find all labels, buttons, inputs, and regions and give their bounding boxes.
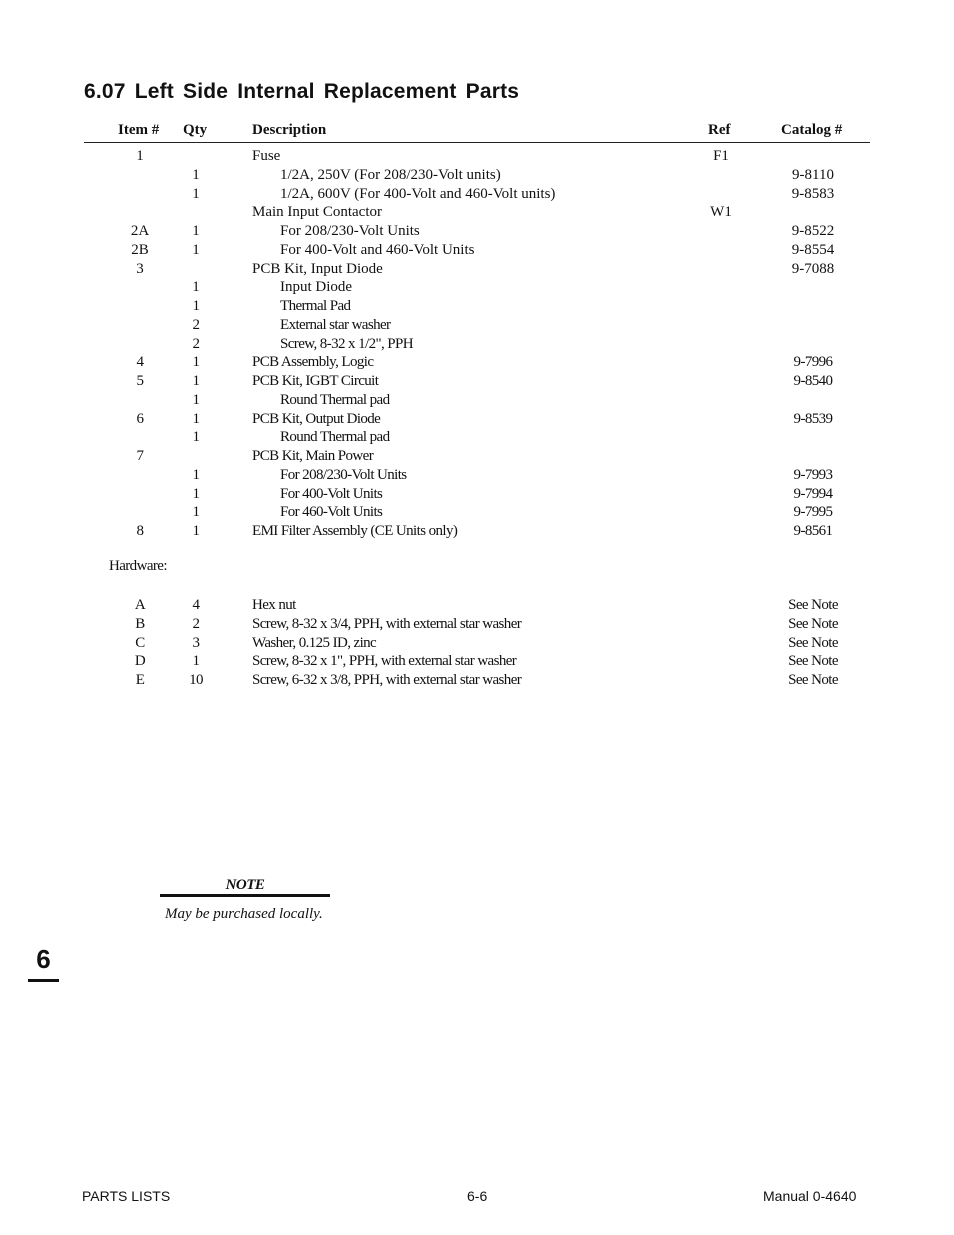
quantity: 3 xyxy=(192,634,200,651)
table-row xyxy=(0,335,954,354)
section-number: 6 xyxy=(36,944,51,974)
catalog-number: 9-8554 xyxy=(791,241,835,258)
quantity: 1 xyxy=(192,166,200,183)
catalog-number: 9-8539 xyxy=(793,410,833,427)
header-catalog: Catalog # xyxy=(781,122,843,138)
table-row xyxy=(0,391,954,410)
description: For 400-Volt and 460-Volt Units xyxy=(280,241,475,258)
table-row xyxy=(0,503,954,522)
hardware-label: Hardware: xyxy=(109,558,167,574)
item-number: D xyxy=(134,653,146,670)
table-row xyxy=(0,316,954,335)
item-number: 4 xyxy=(136,354,144,371)
description: For 208/230-Volt Units xyxy=(280,466,407,483)
quantity: 1 xyxy=(192,354,200,371)
description: PCB Kit, Input Diode xyxy=(252,260,383,277)
table-row xyxy=(0,222,954,241)
quantity: 1 xyxy=(192,185,200,202)
quantity: 2 xyxy=(192,316,200,333)
catalog-number: See Note xyxy=(788,672,838,688)
quantity: 1 xyxy=(192,466,200,483)
description: 1/2A, 600V (For 400-Volt and 460-Volt units) xyxy=(280,185,556,202)
hardware-row xyxy=(0,652,954,671)
table-row xyxy=(0,203,954,222)
description: Round Thermal pad xyxy=(280,391,390,408)
quantity: 1 xyxy=(192,653,200,670)
page-title: 6.07 Left Side Internal Replacement Parts xyxy=(84,80,520,103)
item-number: E xyxy=(135,672,145,688)
table-row xyxy=(0,447,954,466)
description: PCB Kit, Output Diode xyxy=(252,410,381,427)
note-title: NOTE xyxy=(225,877,265,893)
item-number: 5 xyxy=(136,373,144,389)
description: For 460-Volt Units xyxy=(280,504,383,521)
table-row xyxy=(0,241,954,260)
description: 1/2A, 250V (For 208/230-Volt units) xyxy=(280,166,501,183)
description: Input Diode xyxy=(280,279,353,296)
quantity: 1 xyxy=(192,410,200,427)
description: Main Input Contactor xyxy=(252,204,382,221)
reference: F1 xyxy=(713,148,729,164)
item-number: A xyxy=(134,597,146,613)
table-row xyxy=(0,522,954,541)
catalog-number: 9-7996 xyxy=(793,354,833,371)
table-row xyxy=(0,428,954,447)
hardware-row xyxy=(0,596,954,615)
catalog-number: 9-8522 xyxy=(791,223,835,239)
note-text: May be purchased locally. xyxy=(165,906,323,922)
description: Round Thermal pad xyxy=(280,429,390,446)
catalog-number: See Note xyxy=(788,653,838,670)
reference: W1 xyxy=(710,204,732,221)
quantity: 10 xyxy=(189,672,203,688)
quantity: 2 xyxy=(192,615,200,632)
catalog-number: 9-8110 xyxy=(792,166,834,183)
item-number: 7 xyxy=(136,448,144,464)
catalog-number: 9-7993 xyxy=(793,466,833,483)
header-qty: Qty xyxy=(183,122,208,138)
quantity: 4 xyxy=(192,597,200,613)
item-number: 2B xyxy=(131,241,149,258)
quantity: 1 xyxy=(192,391,200,408)
catalog-number: 9-8583 xyxy=(791,185,835,202)
quantity: 1 xyxy=(192,279,200,296)
catalog-number: See Note xyxy=(788,597,838,613)
footer-manual-number: Manual 0-4640 xyxy=(763,1188,857,1204)
quantity: 2 xyxy=(192,335,200,352)
table-row xyxy=(0,260,954,279)
hardware-row xyxy=(0,615,954,634)
quantity: 1 xyxy=(192,523,200,539)
table-row xyxy=(0,466,954,485)
quantity: 1 xyxy=(192,485,200,502)
table-row xyxy=(0,485,954,504)
description: Screw, 8-32 x 1", PPH, with external star washer xyxy=(252,653,517,670)
table-row xyxy=(0,278,954,297)
quantity: 1 xyxy=(192,373,200,389)
quantity: 1 xyxy=(192,429,200,446)
header-description: Description xyxy=(252,122,327,138)
description: PCB Kit, Main Power xyxy=(252,448,374,464)
item-number: 6 xyxy=(136,410,144,427)
description: Screw, 6-32 x 3/8, PPH, with external star washer xyxy=(252,672,522,688)
quantity: 1 xyxy=(192,241,200,258)
table-row xyxy=(0,410,954,429)
footer-page-number: 6-6 xyxy=(467,1188,488,1204)
description: PCB Kit, IGBT Circuit xyxy=(252,373,379,389)
header-ref: Ref xyxy=(708,122,731,138)
quantity: 1 xyxy=(192,223,200,239)
item-number: 8 xyxy=(136,523,144,539)
hardware-row xyxy=(0,671,954,690)
table-row xyxy=(0,185,954,204)
item-number: 1 xyxy=(136,148,144,164)
quantity: 1 xyxy=(192,504,200,521)
table-row xyxy=(0,166,954,185)
description: Fuse xyxy=(252,148,281,164)
description: For 208/230-Volt Units xyxy=(280,223,420,239)
description: Washer, 0.125 ID, zinc xyxy=(252,634,377,651)
catalog-number: 9-8561 xyxy=(793,523,833,539)
description: Screw, 8-32 x 3/4, PPH, with external star washer xyxy=(252,615,522,632)
note-divider xyxy=(160,894,330,897)
item-number: 3 xyxy=(136,260,144,277)
item-number: 2A xyxy=(130,223,150,239)
description: Screw, 8-32 x 1/2", PPH xyxy=(280,335,414,352)
quantity: 1 xyxy=(192,298,200,314)
catalog-number: See Note xyxy=(788,634,838,651)
catalog-number: 9-8540 xyxy=(793,373,833,389)
catalog-number: 9-7994 xyxy=(793,485,833,502)
item-number: C xyxy=(135,634,145,651)
description: For 400-Volt Units xyxy=(280,485,383,502)
description: PCB Assembly, Logic xyxy=(252,354,374,371)
table-row xyxy=(0,297,954,316)
hardware-row xyxy=(0,634,954,653)
footer-left: PARTS LISTS xyxy=(82,1188,171,1204)
header-divider xyxy=(84,142,870,143)
description: Thermal Pad xyxy=(280,298,351,314)
table-row xyxy=(0,372,954,391)
description: Hex nut xyxy=(252,597,296,613)
description: EMI Filter Assembly (CE Units only) xyxy=(252,523,458,539)
header-item: Item # xyxy=(118,122,160,138)
description: External star washer xyxy=(280,316,391,333)
catalog-number: See Note xyxy=(788,615,838,632)
catalog-number: 9-7088 xyxy=(791,260,835,277)
table-row xyxy=(0,147,954,166)
table-row xyxy=(0,353,954,372)
item-number: B xyxy=(135,615,145,632)
section-number-underline xyxy=(28,979,59,982)
catalog-number: 9-7995 xyxy=(793,504,833,521)
